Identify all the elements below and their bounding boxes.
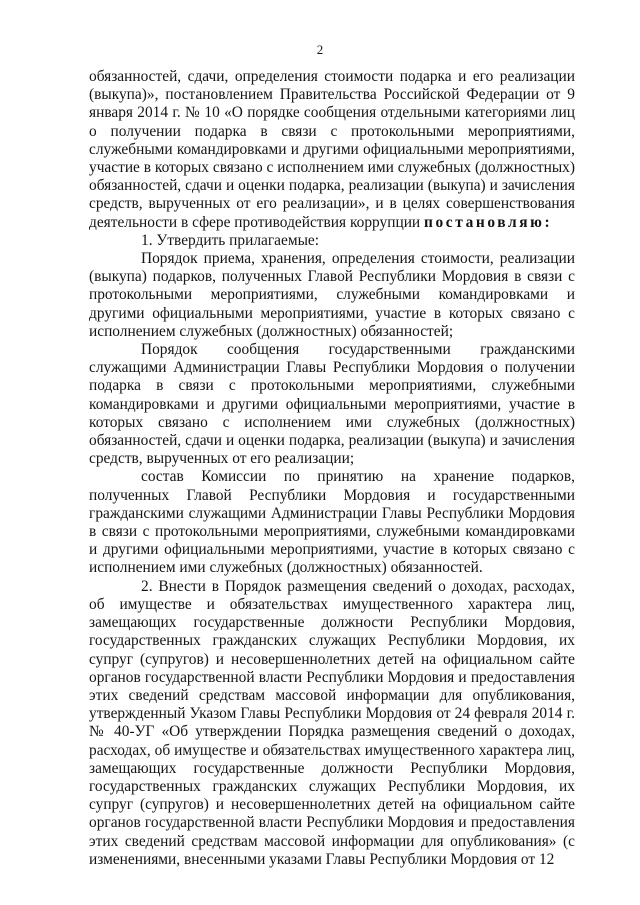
paragraph-commission-composition: состав Комиссии по принятию на хранение подарков, полученных Главой Республики Мордовия и государственными гражданскими служащими Администрации Главы Республики Мордовия в связи с протокольными мероприятиями, служебными командировками и другими официальными мероприятиями, участие в которых связано с исполнением ими служебных (должностных) обязанностей. <box>89 468 575 577</box>
paragraph-gift-procedure-head: Порядок приема, хранения, определения стоимости, реализации (выкупа) подарков, полученных Главой Республики Мордовия в связи с протокольными мероприятиями, служебными командировками и другими официальными мероприятиями, участие в которых связано с исполнением служебных (должностных) обязанностей; <box>89 250 575 340</box>
paragraph-gift-procedure-servants: Порядок сообщения государственными гражданскими служащими Администрации Главы Республики Мордовия о получении подарка в связи с протокольными мероприятиями, служебными командировками и другими официальными мероприятиями, участие в которых связано с исполнением ими служебных (должностных) обязанностей, сдачи и оценки подарка, реализации (выкупа) и зачисления средств, вырученных от его реализации; <box>89 341 575 468</box>
paragraph-item-2: 2. Внести в Порядок размещения сведений о доходах, расходах, об имуществе и обязательствах имущественного характера лиц, замещающих государственные должности Республики Мордовия, государственных гражданских служащих Республики Мордовия, их супруг (супругов) и несовершеннолетних детей на официальном сайте органов государственной власти Республики Мордовия и предоставления этих сведений средствам массовой информации для опубликования, утвержденный Указом Главы Республики Мордовия от 24 февраля 2014 г. № 40-УГ «Об утверждении Порядка размещения сведений о доходах, расходах, об имуществе и обязательствах имущественного характера лиц, замещающих государственные должности Республики Мордовия, государственных гражданских служащих Республики Мордовия, их супруг (супругов) и несовершеннолетних детей на официальном сайте органов государственной власти Республики Мордовия и предоставления этих сведений средствам массовой информации для опубликования» (с изменениями, внесенными указами Главы Республики Мордовия от 12 <box>89 577 575 868</box>
resolution-word: постановляю: <box>424 213 553 231</box>
paragraph-item-1: 1. Утвердить прилагаемые: <box>141 231 320 249</box>
document-body <box>89 68 575 869</box>
paragraph-preamble <box>89 68 575 232</box>
preamble-text: обязанностей, сдачи, определения стоимости подарка и его реализации (выкупа)», постановлением Правительства Российской Федерации от 9 января 2014 г. № 10 «О порядке сообщения отдельными категориями лиц о получении подарка в связи с протокольными мероприятиями, служебными командировками и другими официальными мероприятиями, участие в которых связано с исполнением ими служебных (должностных) обязанностей, сдачи и оценки подарка, реализации (выкупа) и зачисления средств, вырученных от его реализации», и в целях совершенствования деятельности в сфере противодействия коррупции <box>89 68 575 231</box>
page-number: 2 <box>316 42 324 57</box>
